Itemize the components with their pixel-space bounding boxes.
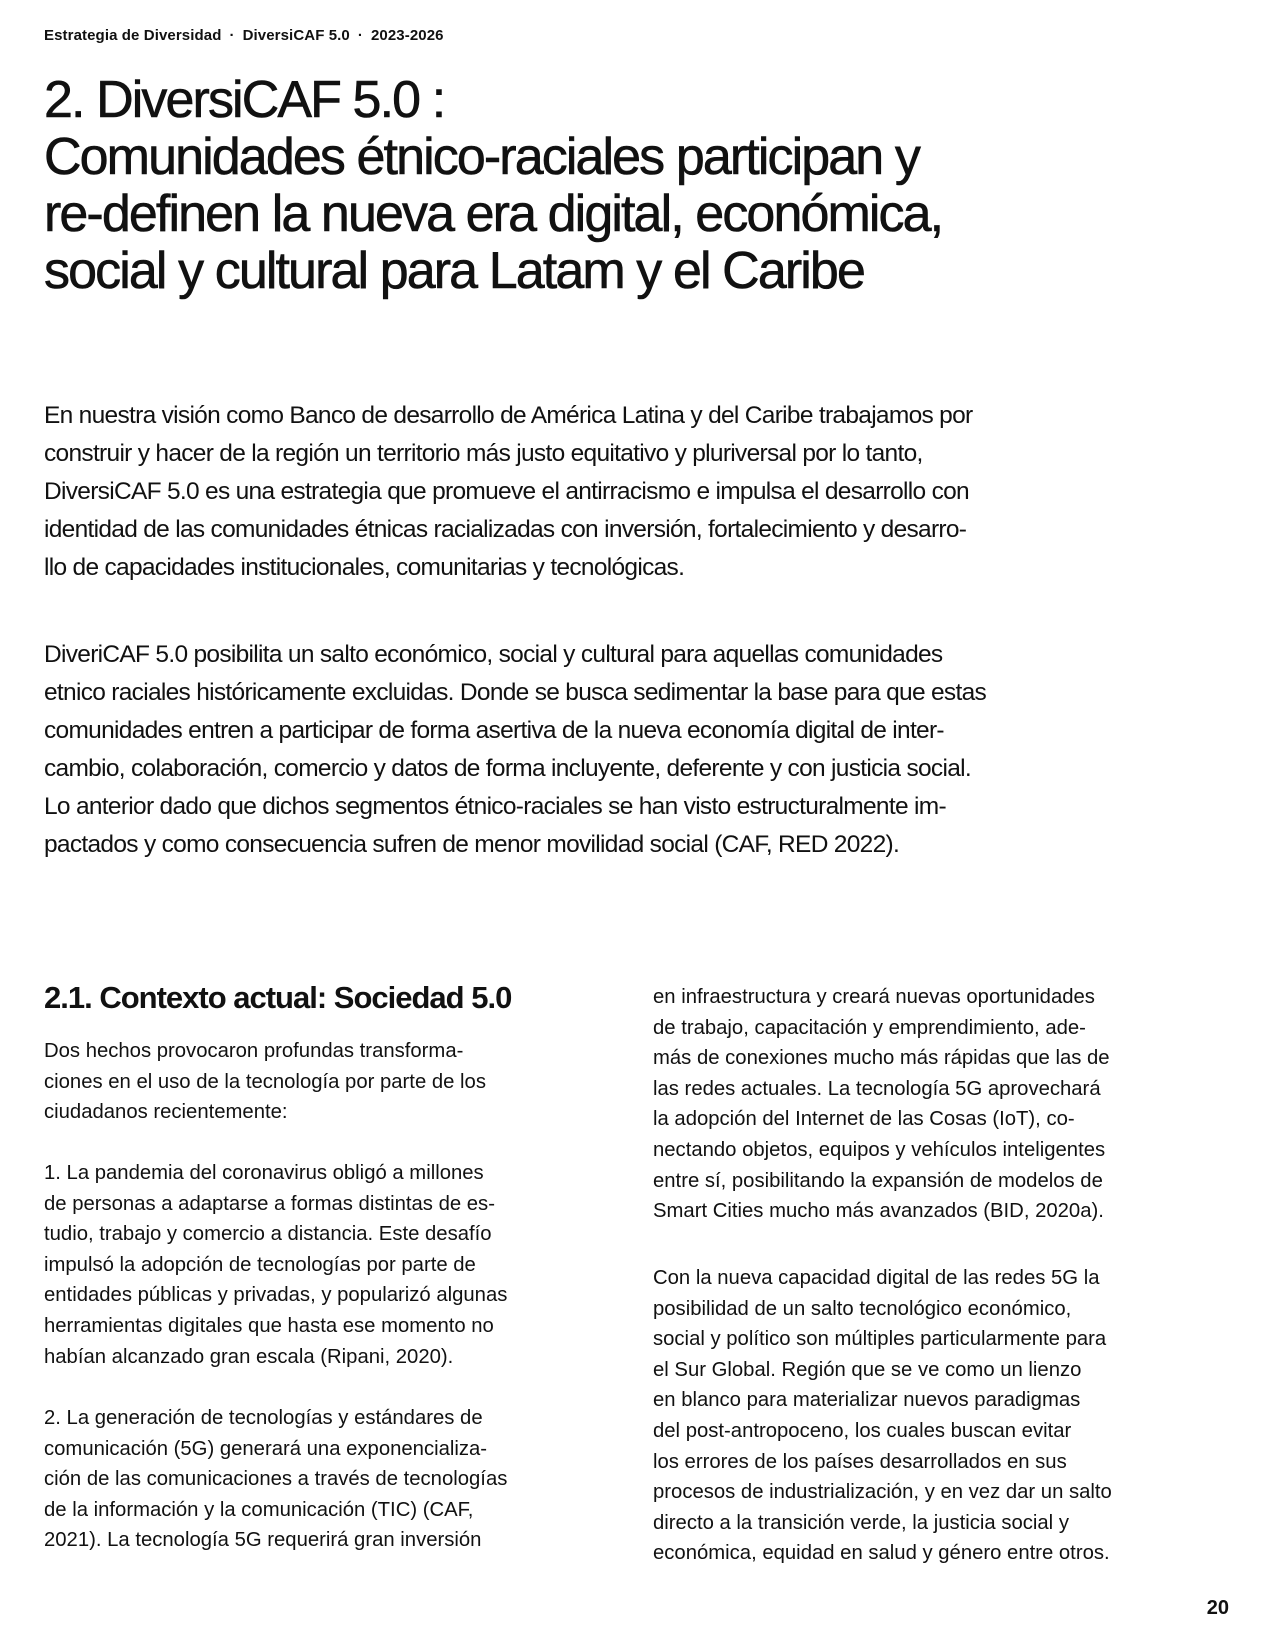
text-line: ciudadanos recientemente: [44, 1101, 288, 1124]
text-line: posibilidad de un salto tecnológico económico, [653, 1297, 1072, 1320]
text-line: directo a la transición verde, la justicia social y [653, 1511, 1069, 1534]
text-line: DiveriCAF 5.0 posibilita un salto económico, social y cultural para aquellas comunidades [44, 641, 943, 668]
text-line: comunidades entren a participar de forma asertiva de la nueva economía digital de inter- [44, 717, 944, 744]
chapter-title-line: re-definen la nueva era digital, económica, [44, 185, 943, 243]
chapter-title-line: Comunidades étnico-raciales participan y [44, 128, 919, 186]
chapter-title [44, 72, 1234, 300]
text-line: los errores de los países desarrollados en sus [653, 1450, 1067, 1473]
text-line: 1. La pandemia del coronavirus obligó a millones [44, 1162, 484, 1184]
right-column-paragraph [653, 1263, 1238, 1569]
text-line: construir y hacer de la región un territorio más justo equitativo y pluriversal por lo tanto, [44, 440, 923, 467]
text-line: de la información y la comunicación (TIC) (CAF, [44, 1498, 474, 1521]
header-document-name: Estrategia de Diversidad [44, 27, 222, 44]
chapter-title-line: social y cultural para Latam y el Caribe [44, 242, 864, 300]
text-line: ciones en el uso de la tecnología por parte de los [44, 1070, 486, 1093]
text-line: las redes actuales. La tecnología 5G aprovechará [653, 1077, 1101, 1100]
text-line: en infraestructura y creará nuevas oportunidades [653, 986, 1095, 1008]
text-line: nectando objetos, equipos y vehículos inteligentes [653, 1138, 1106, 1161]
text-line: 2. La generación de tecnologías y estándares de [44, 1407, 483, 1429]
chapter-title-line: 2. DiversiCAF 5.0 : [44, 71, 445, 129]
text-line: impulsó la adopción de tecnologías por parte de [44, 1253, 476, 1276]
text-line: social y político son múltiples particularmente para [653, 1328, 1107, 1351]
text-line: Smart Cities mucho más avanzados (BID, 2020a). [653, 1200, 1104, 1223]
right-column-paragraph [653, 982, 1238, 1227]
text-line: el Sur Global. Región que se ve como un lienzo [653, 1358, 1082, 1381]
section-title: 2.1. Contexto actual: Sociedad 5.0 [44, 980, 512, 1015]
left-column-paragraph [44, 1036, 629, 1128]
text-line: entre sí, posibilitando la expansión de modelos de [653, 1169, 1103, 1192]
text-line: cambio, colaboración, comercio y datos de forma incluyente, deferente y con justicia social. [44, 755, 971, 782]
text-line: etnico raciales históricamente excluidas. Donde se busca sedimentar la base para que estas [44, 679, 987, 706]
text-line: 2021). La tecnología 5G requerirá gran inversión [44, 1529, 482, 1552]
text-line: entidades públicas y privadas, y popularizó algunas [44, 1284, 508, 1307]
text-line: procesos de industrialización, y en vez dar un salto [653, 1481, 1112, 1504]
text-line: de personas a adaptarse a formas distintas de es- [44, 1192, 495, 1215]
intro-paragraph [44, 636, 1234, 864]
intro-paragraph [44, 397, 1234, 587]
text-line: En nuestra visión como Banco de desarrollo de América Latina y del Caribe trabajamos por [44, 402, 973, 429]
text-line: habían alcanzado gran escala (Ripani, 2020). [44, 1345, 454, 1368]
header-separator: · [357, 27, 363, 44]
text-line: Lo anterior dado que dichos segmentos étnico-raciales se han visto estructuralmente im- [44, 793, 946, 820]
text-line: más de conexiones mucho más rápidas que las de [653, 1047, 1110, 1070]
running-header [44, 27, 444, 44]
text-line: tudio, trabajo y comercio a distancia. Este desafío [44, 1223, 492, 1246]
text-line: económica, equidad en salud y género entre otros. [653, 1542, 1110, 1565]
text-line: Con la nueva capacidad digital de las redes 5G la [653, 1267, 1100, 1289]
text-line: de trabajo, capacitación y emprendimiento, ade- [653, 1016, 1086, 1039]
text-line: comunicación (5G) generará una exponencializa- [44, 1437, 488, 1460]
text-line: herramientas digitales que hasta ese momento no [44, 1314, 494, 1337]
page-number: 20 [1206, 1597, 1229, 1619]
text-line: pactados y como consecuencia sufren de menor movilidad social (CAF, RED 2022). [44, 831, 900, 858]
text-line: DiversiCAF 5.0 es una estrategia que promueve el antirracismo e impulsa el desarrollo con [44, 478, 969, 505]
text-line: la adopción del Internet de las Cosas (IoT), co- [653, 1108, 1075, 1131]
left-column-paragraph [44, 1403, 629, 1556]
header-strategy-name: DiversiCAF 5.0 [242, 27, 350, 44]
left-column-paragraph [44, 1158, 629, 1372]
text-line: Dos hechos provocaron profundas transforma- [44, 1040, 464, 1062]
header-separator: · [229, 27, 235, 44]
text-line: llo de capacidades institucionales, comunitarias y tecnológicas. [44, 554, 685, 581]
text-line: en blanco para materializar nuevos paradigmas [653, 1389, 1081, 1412]
header-period: 2023-2026 [370, 27, 444, 44]
text-line: identidad de las comunidades étnicas racializadas con inversión, fortalecimiento y desarro- [44, 516, 967, 543]
text-line: ción de las comunicaciones a través de tecnologías [44, 1468, 508, 1491]
text-line: del post-antropoceno, los cuales buscan evitar [653, 1419, 1072, 1442]
